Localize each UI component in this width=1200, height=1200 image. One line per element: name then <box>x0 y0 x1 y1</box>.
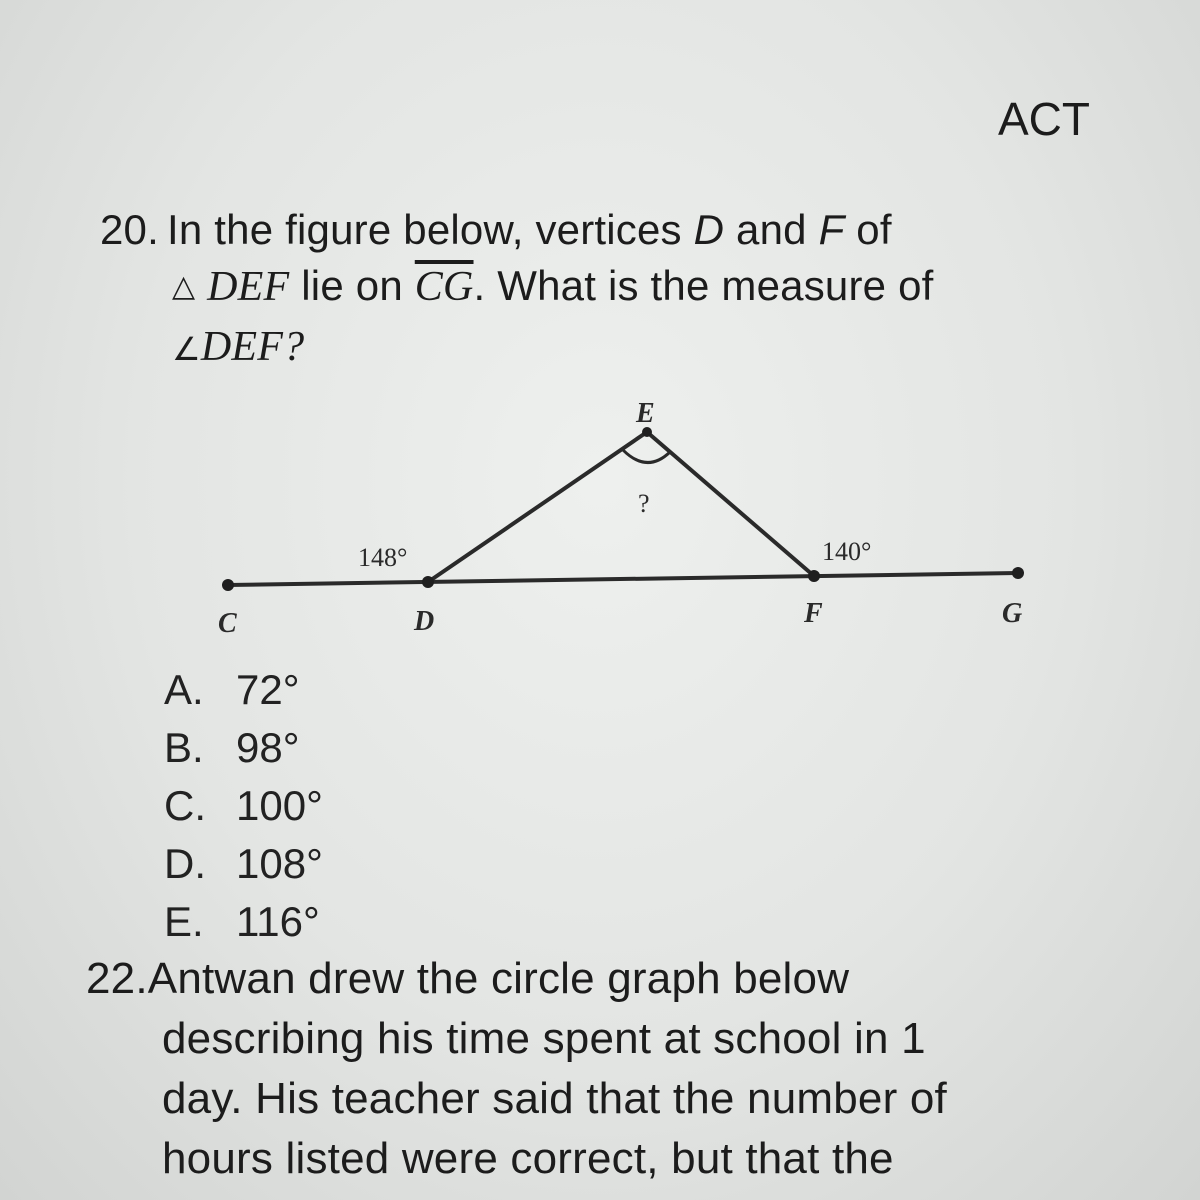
choice-b[interactable]: B. 98° <box>164 724 300 771</box>
question-22-line-2: describing his time spent at school in 1 <box>162 1014 926 1063</box>
question-20-line-1: 20. In the figure below, vertices D and F of <box>100 206 892 253</box>
point-g <box>1012 567 1024 579</box>
angle-name: DEF <box>200 324 284 370</box>
side-ef <box>647 432 814 576</box>
vertex-d-ref: D <box>693 206 725 253</box>
question-20-line-2: △ DEF lie on $\overline{CG}$. What is the measure of <box>172 262 934 310</box>
point-d <box>422 576 434 588</box>
question-20-line-3: ∠DEF? <box>172 324 305 370</box>
choice-e[interactable]: E. 116° <box>164 898 320 945</box>
segment-name: $\overline{CG}$ <box>414 264 474 310</box>
question-22-line-3: day. His teacher said that the number of <box>162 1074 947 1123</box>
question-20-number: 20. <box>100 206 159 253</box>
point-f <box>808 570 820 582</box>
question-22-line-4: hours listed were correct, but that the <box>162 1134 894 1183</box>
triangle-figure <box>190 390 1050 660</box>
line-cg <box>228 573 1018 585</box>
label-d: D <box>414 606 435 637</box>
label-e: E <box>636 398 655 429</box>
angle-d-measure: 148° <box>358 543 408 572</box>
angle-e-measure: ? <box>638 489 650 518</box>
angle-e-arc <box>623 450 670 463</box>
question-22-number: 22. <box>86 954 148 1003</box>
header-label: ACT <box>998 93 1090 145</box>
question-22-line-1: 22.Antwan drew the circle graph below <box>86 954 850 1003</box>
angle-f-measure: 140° <box>822 537 872 566</box>
label-g: G <box>1002 598 1023 629</box>
triangle-name: DEF <box>207 264 290 310</box>
choice-d[interactable]: D. 108° <box>164 840 323 887</box>
vertex-f-ref: F <box>818 206 845 253</box>
angle-symbol: ∠ <box>172 331 201 367</box>
label-c: C <box>218 608 237 639</box>
choice-c[interactable]: C. 100° <box>164 782 323 829</box>
triangle-symbol: △ <box>172 270 196 303</box>
point-c <box>222 579 234 591</box>
side-de <box>428 432 647 582</box>
label-f: F <box>804 598 823 629</box>
choice-a[interactable]: A. 72° <box>164 666 300 713</box>
